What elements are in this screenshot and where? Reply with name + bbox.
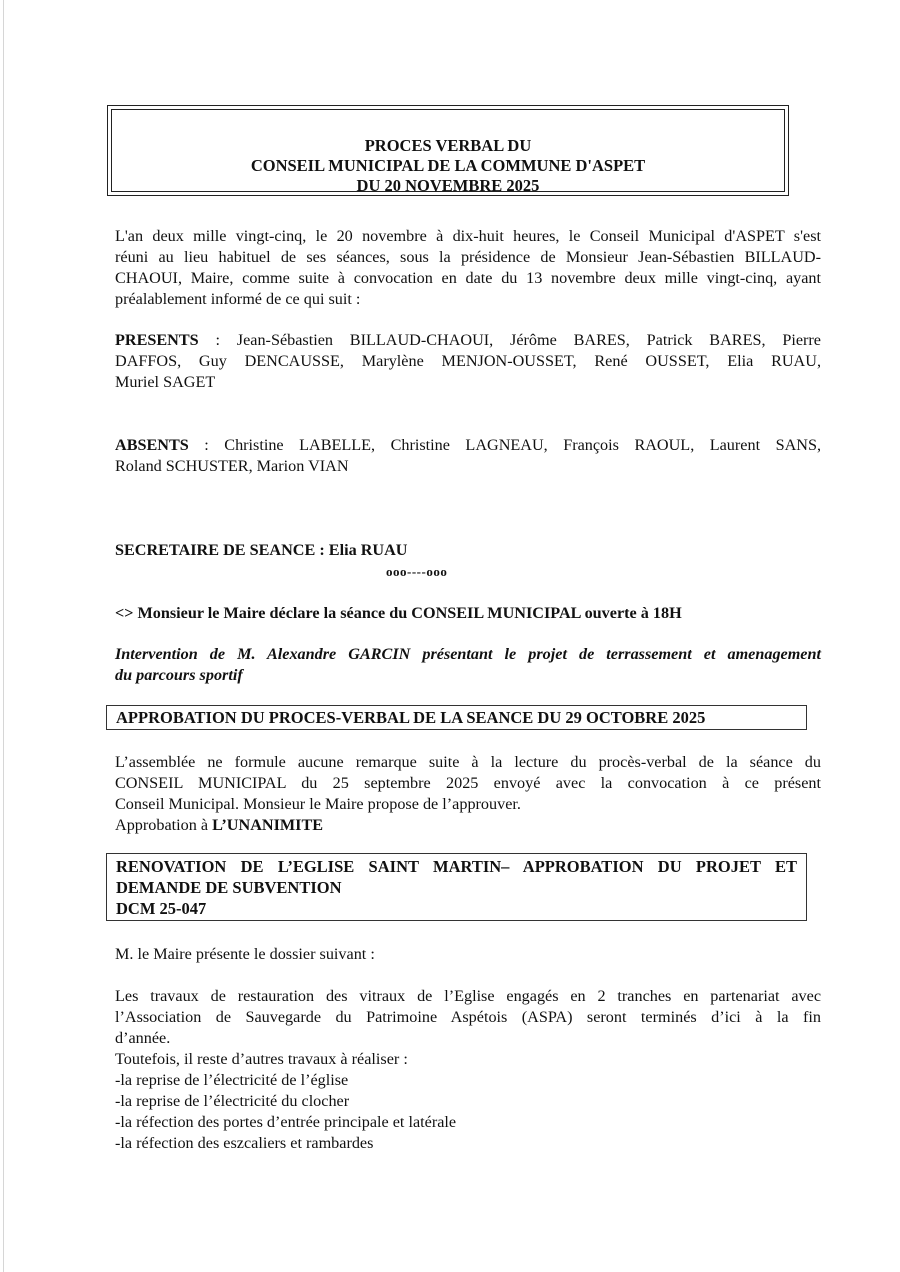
title-line-2: CONSEIL MUNICIPAL DE LA COMMUNE D'ASPET	[250, 156, 646, 175]
renovation-list-item: -la réfection des eszcaliers et rambardes	[115, 1134, 374, 1152]
presents-line-2: DAFFOS, Guy DENCAUSSE, Marylène MENJON-OUSSET, René OUSSET, Elia RUAU,	[115, 352, 821, 370]
intro-line-2: réuni au lieu habituel de ses séances, sous la présidence de Monsieur Jean-Sébastien BILLAUD-	[115, 248, 821, 266]
secretaire-line	[115, 540, 821, 561]
absents-line-2: Roland SCHUSTER, Marion VIAN	[115, 457, 349, 475]
page-edge	[3, 0, 4, 1272]
renovation-line-2: l’Association de Sauvegarde du Patrimoine Aspétois (ASPA) seront terminés d’ici à la fin	[115, 1008, 821, 1026]
approbation-vote-line	[115, 815, 821, 836]
approbation-line-2: CONSEIL MUNICIPAL du 25 septembre 2025 envoyé avec la convocation à ce présent	[115, 774, 821, 792]
intro-line-4: préalablement informé de ce qui suit :	[115, 290, 361, 308]
secretaire-text: SECRETAIRE DE SEANCE : Elia RUAU	[115, 541, 408, 559]
title-line-3: DU 20 NOVEMBRE 2025	[356, 176, 540, 195]
absents-line-1	[115, 435, 821, 456]
section-approbation-pv-title: APPROBATION DU PROCES-VERBAL DE LA SEANCE DU 29 OCTOBRE 2025	[116, 708, 706, 727]
ouverture-line	[115, 603, 821, 624]
presents-label: PRESENTS	[115, 331, 199, 349]
renovation-list-item: -la reprise de l’électricité du clocher	[115, 1092, 350, 1110]
separator: ooo----ooo	[386, 564, 448, 579]
section-renovation-eglise-box	[106, 853, 807, 921]
absents-names-1: : Christine LABELLE, Christine LAGNEAU, François RAOUL, Laurent SANS,	[188, 436, 821, 454]
renovation-list-item: -la reprise de l’électricité de l’église	[115, 1071, 349, 1089]
section-approbation-pv-body	[115, 752, 821, 836]
renovation-line-4: Toutefois, il reste d’autres travaux à réaliser :	[115, 1050, 408, 1068]
presents-line-1	[115, 330, 821, 351]
title-line-1: PROCES VERBAL DU	[364, 136, 532, 155]
renovation-presente: M. le Maire présente le dossier suivant :	[115, 945, 375, 963]
intro-paragraph	[115, 226, 821, 310]
intervention-paragraph	[115, 644, 821, 686]
presents-names-1: : Jean-Sébastien BILLAUD-CHAOUI, Jérôme BARES, Patrick BARES, Pierre	[198, 331, 821, 349]
intro-line-1: L'an deux mille vingt-cinq, le 20 novembre à dix-huit heures, le Conseil Municipal d'ASPET s'est	[115, 227, 821, 245]
intervention-line-1: Intervention de M. Alexandre GARCIN présentant le projet de terrassement et amenagement	[115, 645, 821, 663]
approbation-vote-result: L’UNANIMITE	[212, 816, 324, 834]
presents-paragraph	[115, 330, 821, 393]
renovation-list-item: -la réfection des portes d’entrée principale et latérale	[115, 1113, 457, 1131]
ouverture-text: <> Monsieur le Maire déclare la séance du CONSEIL MUNICIPAL ouverte à 18H	[115, 604, 682, 622]
renovation-intro-line	[115, 944, 821, 965]
renovation-line-1: Les travaux de restauration des vitraux de l’Eglise engagés en 2 tranches en partenariat avec	[115, 987, 821, 1005]
title-box	[107, 105, 789, 196]
intro-line-3: CHAOUI, Maire, comme suite à convocation en date du 13 novembre deux mille vingt-cinq, ayant	[115, 269, 821, 287]
intervention-line-2: du parcours sportif	[115, 666, 243, 684]
absents-paragraph	[115, 435, 821, 477]
section-renovation-title-2: DEMANDE DE SUBVENTION	[116, 878, 342, 897]
renovation-body	[115, 986, 821, 1154]
section-approbation-pv-box	[106, 705, 807, 730]
approbation-line-1: L’assemblée ne formule aucune remarque suite à la lecture du procès-verbal de la séance du	[115, 753, 821, 771]
section-renovation-dcm: DCM 25-047	[116, 899, 207, 918]
section-renovation-title-1: RENOVATION DE L’EGLISE SAINT MARTIN– APPROBATION DU PROJET ET	[116, 857, 797, 876]
presents-line-3: Muriel SAGET	[115, 373, 216, 391]
renovation-line-3: d’année.	[115, 1029, 171, 1047]
absents-label: ABSENTS	[115, 436, 189, 454]
approbation-vote-prefix: Approbation à	[115, 816, 213, 834]
approbation-line-3: Conseil Municipal. Monsieur le Maire propose de l’approuver.	[115, 795, 521, 813]
